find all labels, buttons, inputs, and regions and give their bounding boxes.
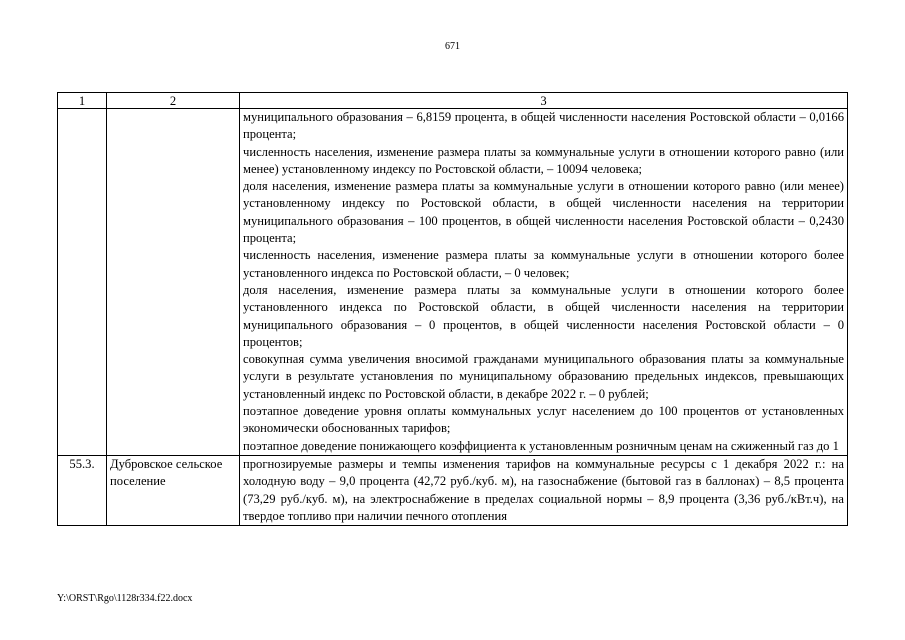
description-paragraph: муниципального образования – 6,8159 процента, в общей численности населения Ростовской области – 0,0166 процента; <box>243 110 844 142</box>
description-paragraph: поэтапное доведение понижающего коэффициента к установленным розничным ценам на сжиженный газ до 1 <box>243 438 839 453</box>
description-paragraph: совокупная сумма увеличения вносимой гражданами муниципального образования платы за коммунальные услуги в результате установления по муниципальному образованию предельных индексов, превышающих установленный индекс по Ростовской области, в декабре 2022 г. – 0 рублей; <box>243 352 844 401</box>
settlement-name-cell <box>107 109 240 456</box>
settlement-name-cell: Дубровское сельское поселение <box>107 455 240 525</box>
column-header: 1 <box>58 93 107 109</box>
description-paragraph: численность населения, изменение размера платы за коммунальные услуги в отношении которого равно (или менее) установленному индексу по Ростовской области, – 10094 человека; <box>243 144 844 176</box>
table-row <box>58 109 848 456</box>
table-header-row <box>58 93 848 109</box>
row-number-cell: 55.3. <box>58 455 107 525</box>
document-table <box>57 92 848 526</box>
description-paragraph: численность населения, изменение размера платы за коммунальные услуги в отношении которого более установленного индекса по Ростовской области, – 0 человек; <box>243 248 844 280</box>
file-path-footer: Y:\ORST\Rgo\1128r334.f22.docx <box>57 593 193 604</box>
description-cell <box>240 109 848 456</box>
column-header: 2 <box>107 93 240 109</box>
row-number-cell <box>58 109 107 456</box>
column-header: 3 <box>240 93 848 109</box>
description-paragraph: доля населения, изменение размера платы за коммунальные услуги в отношении которого более установленного индекса по Ростовской области, в общей численности населения на территории муниципального образования – 0 процентов, в общей численности населения Ростовской области – 0 процентов; <box>243 282 844 349</box>
description-paragraph: прогнозируемые размеры и темпы изменения тарифов на коммунальные ресурсы с 1 декабря 2022 г.: на холодную воду – 9,0 процента (42,72 руб./куб. м), на газоснабжение (бытовой газ в баллонах) – 8,5 процента (73,29 руб./куб. м), на электроснабжение в пределах социальной нормы – 8,9 процента (3,36 руб./кВт.ч), на твердое топливо при наличии печного отопления <box>243 456 844 523</box>
table-row <box>58 455 848 525</box>
description-paragraph: доля населения, изменение размера платы за коммунальные услуги в отношении которого равно (или менее) установленному индексу по Ростовской области, в общей численности населения на территории муниципального образования – 100 процентов, в общей численности населения Ростовской области – 0,2430 процента; <box>243 179 844 246</box>
page-number: 671 <box>445 41 460 52</box>
description-cell <box>240 455 848 525</box>
description-paragraph: поэтапное доведение уровня оплаты коммунальных услуг населением до 100 процентов от установленных экономически обоснованных тарифов; <box>243 404 844 436</box>
